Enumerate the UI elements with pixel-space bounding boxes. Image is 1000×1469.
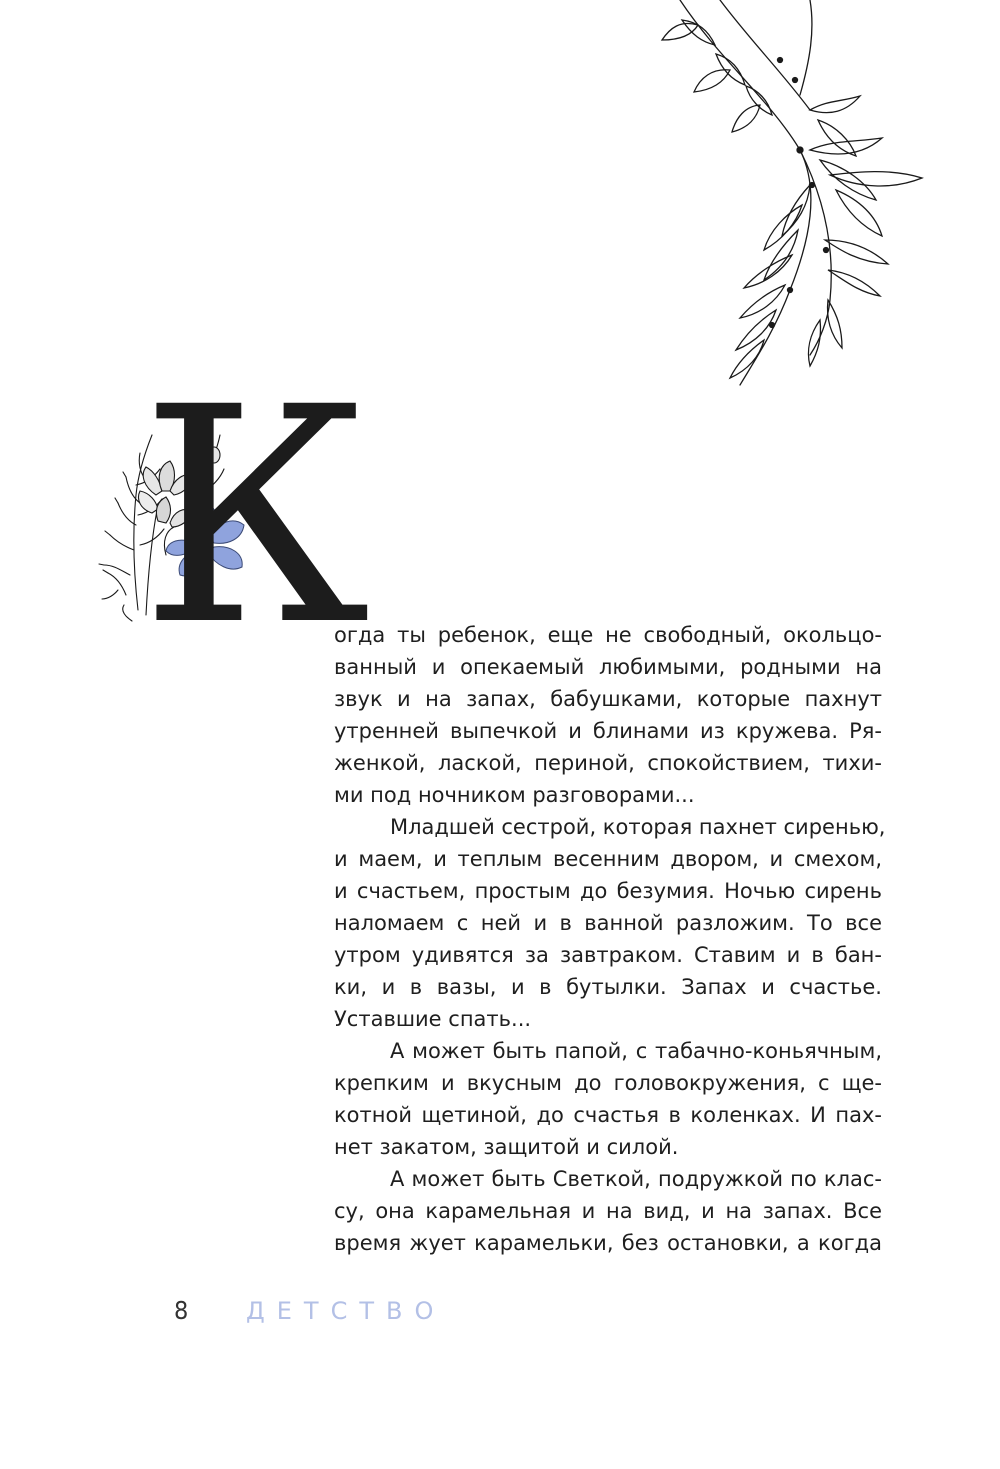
text-line: ванный и опекаемый любимыми, родными на (334, 655, 882, 679)
drop-cap: К (140, 344, 371, 691)
page-footer (174, 1294, 574, 1328)
body-text (334, 619, 886, 1259)
text-line: су, она карамельная и на вид, и на запах. Все (334, 1199, 882, 1223)
text-line: А может быть Светкой, подружкой по клас- (390, 1167, 882, 1191)
text-line: наломаем с ней и в ванной разложим. То все (334, 911, 882, 935)
text-line: ми под ночником разговорами... (334, 783, 695, 807)
text-line: время жует карамельки, без остановки, а когда (334, 1231, 882, 1255)
section-title: ДЕТСТВО (246, 1297, 446, 1325)
text-line: котной щетиной, до счастья в коленках. И пах- (334, 1103, 882, 1127)
text-line: ки, и в вазы, и в бутылки. Запах и счастье. (334, 975, 882, 999)
text-line: огда ты ребенок, еще не свободный, окольцо- (334, 623, 882, 647)
text-line: женкой, лаской, периной, спокойствием, тихи- (334, 751, 882, 775)
text-line: и маем, и теплым весенним двором, и смехом, (334, 847, 882, 871)
text-line: утренней выпечкой и блинами из кружева. Ря- (334, 719, 882, 743)
text-line: утром удивятся за завтраком. Ставим и в бан- (334, 943, 882, 967)
text-line: Уставшие спать... (334, 1007, 532, 1031)
leafy-branch-icon (660, 0, 940, 400)
text-line: крепким и вкусным до головокружения, с ще- (334, 1071, 882, 1095)
text-line: нет закатом, защитой и силой. (334, 1135, 679, 1159)
text-line: Младшей сестрой, которая пахнет сиренью, (390, 815, 886, 839)
text-line: звук и на запах, бабушками, которые пахнут (334, 687, 882, 711)
page-number: 8 (174, 1296, 189, 1325)
text-line: и счастьем, простым до безумия. Ночью сирень (334, 879, 882, 903)
text-line: А может быть папой, с табачно-коньячным, (390, 1039, 882, 1063)
